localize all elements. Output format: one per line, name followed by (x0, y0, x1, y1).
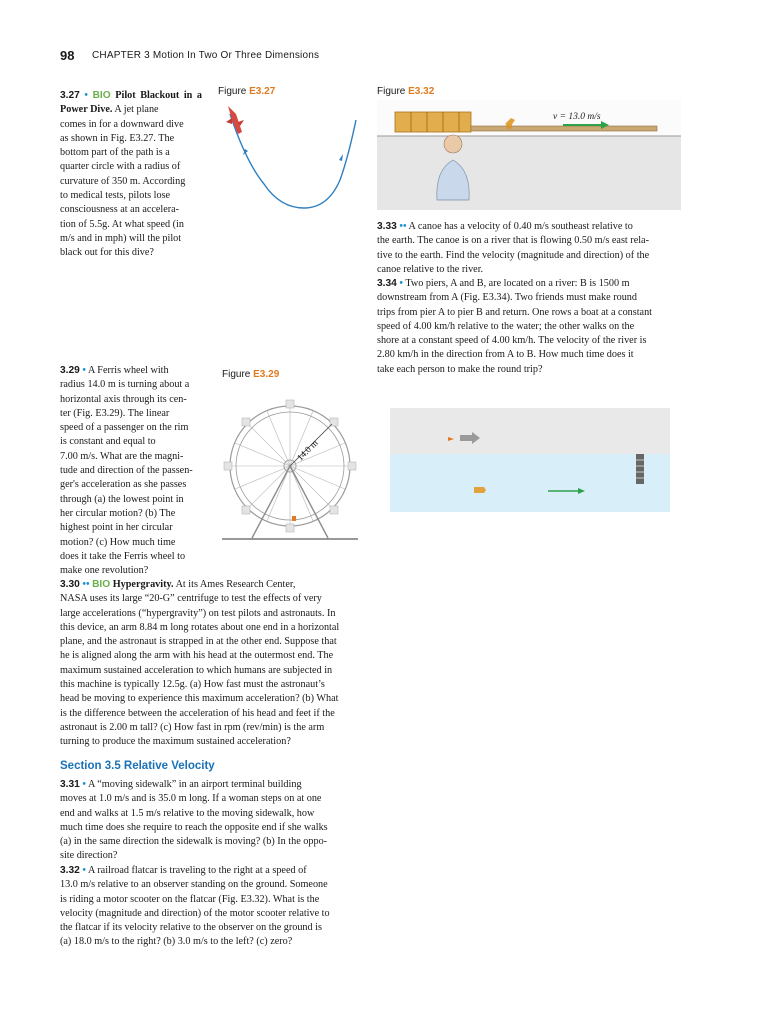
problem-3-30: 3.30 •• BIO Hypergravity. At its Ames Research Center, NASA uses its large “20-G” centrifuge to test the effects of very large accelerations (“hypergravity”) on test pilots and astronauts. In this device, an arm 8.84 m long rotates about one end in a horizontal plane, and the astronaut is strapped in at the other end. Suppose that he is aligned along the arm with his head at the outermost end. The maximum sustained acceleration to which humans are subjected in this machine is typically 12.5g. (a) How fast must the astronaut’s head be moving to experience this maximum acceleration? (b) What is the difference between the acceleration of his head and feet if the astronaut is 2.00 m tall? (c) How fast in rpm (rev/min) is the arm turning to produce the maximum sustained acceleration? (60, 579, 340, 748)
velocity-label: v = 13.0 m/s (553, 112, 601, 122)
pier-b (636, 454, 644, 484)
page-number: 98 (60, 48, 75, 63)
section-heading: Section 3.5 Relative Velocity (60, 760, 215, 772)
figure-e3-32-flatcar (377, 100, 681, 210)
problem-3-33: 3.33 •• A canoe has a velocity of 0.40 m/s southeast relative to the earth. The canoe is on a river that is flowing 0.50 m/s east rela- tive to the earth. Find the velocity (magnitude and direction) of the canoe relative to the river. (377, 221, 650, 275)
difficulty-dots: • (84, 90, 88, 101)
figure-label-e3-32: Figure E3.32 (377, 86, 435, 97)
figure-e3-27-dive-path (218, 100, 368, 220)
figure-label-e3-27: Figure E3.27 (218, 86, 276, 97)
problem-3-27: 3.27 • BIO Pilot Blackout in a Power Dive. A jet plane comes in for a downward dive as shown in Fig. E3.27. The bottom part of the path is a quarter circle with a radius of curvature of 350 m. According to medical tests, pilots lose consciousness at an accelera- tion of 5.5g. At what speed (in m/s and in mph) will the pilot black out for this dive? (60, 90, 203, 259)
figure-e3-34-river (390, 408, 670, 512)
chapter-title: CHAPTER 3 Motion In Two Or Three Dimensions (92, 50, 320, 61)
radius-label: 14.0 m (294, 437, 320, 463)
problem-3-29: 3.29 • A Ferris wheel with radius 14.0 m is turning about a horizontal axis through its cen- ter (Fig. E3.29). The linear speed of a passenger on the rim is constant and equal to 7.00 m/s. What are the magni- tude and direction of the passen- ger's acceleration as she passes through (a) the lowest point in her circular motion? (b) The highest point in her circular motion? (c) How much time does it take the Ferris wheel to make one revolution? (60, 365, 193, 577)
problem-title: Pilot Blackout in a Power Dive. (60, 90, 203, 116)
problem-number: 3.27 (60, 90, 80, 101)
boat-icon (474, 487, 486, 493)
passenger-marker (292, 516, 296, 521)
problem-3-34: 3.34 • Two piers, A and B, are located on a river: B is 1500 m downstream from A (Fig. E3.34). Two friends must make round trips from pier A to pier B and return. One rows a boat at a constant speed of 4.00 km/h relative to the water; the other walks on the shore at a constant speed of 4.00 km/h. The velocity of the river is 2.80 km/h in the direction from A to B. How much time does it take each person to make the round trip? (377, 278, 652, 375)
problem-3-31: 3.31 • A “moving sidewalk” in an airport terminal building moves at 1.0 m/s and is 35.0 m long. If a woman steps on at one end and walks at 1.5 m/s relative to the moving sidewalk, how much time does she require to reach the opposite end if she walks (a) in the same direction the sidewalk is moving? (b) In the oppo- site direction? (60, 779, 328, 862)
figure-label-e3-29: Figure E3.29 (222, 369, 280, 380)
problem-3-32: 3.32 • A railroad flatcar is traveling to the right at a speed of 13.0 m/s relative to an observer standing on the ground. Someone is riding a motor scooter on the flatcar (Fig. E3.32). What is the velocity (magnitude and direction) of the motor scooter relative to the flatcar if its velocity relative to the observer on the ground is (a) 18.0 m/s to the right? (b) 3.0 m/s to the left? (c) zero? (60, 865, 330, 948)
figure-e3-29-ferris-wheel (222, 398, 358, 544)
bio-tag: BIO (92, 90, 111, 101)
